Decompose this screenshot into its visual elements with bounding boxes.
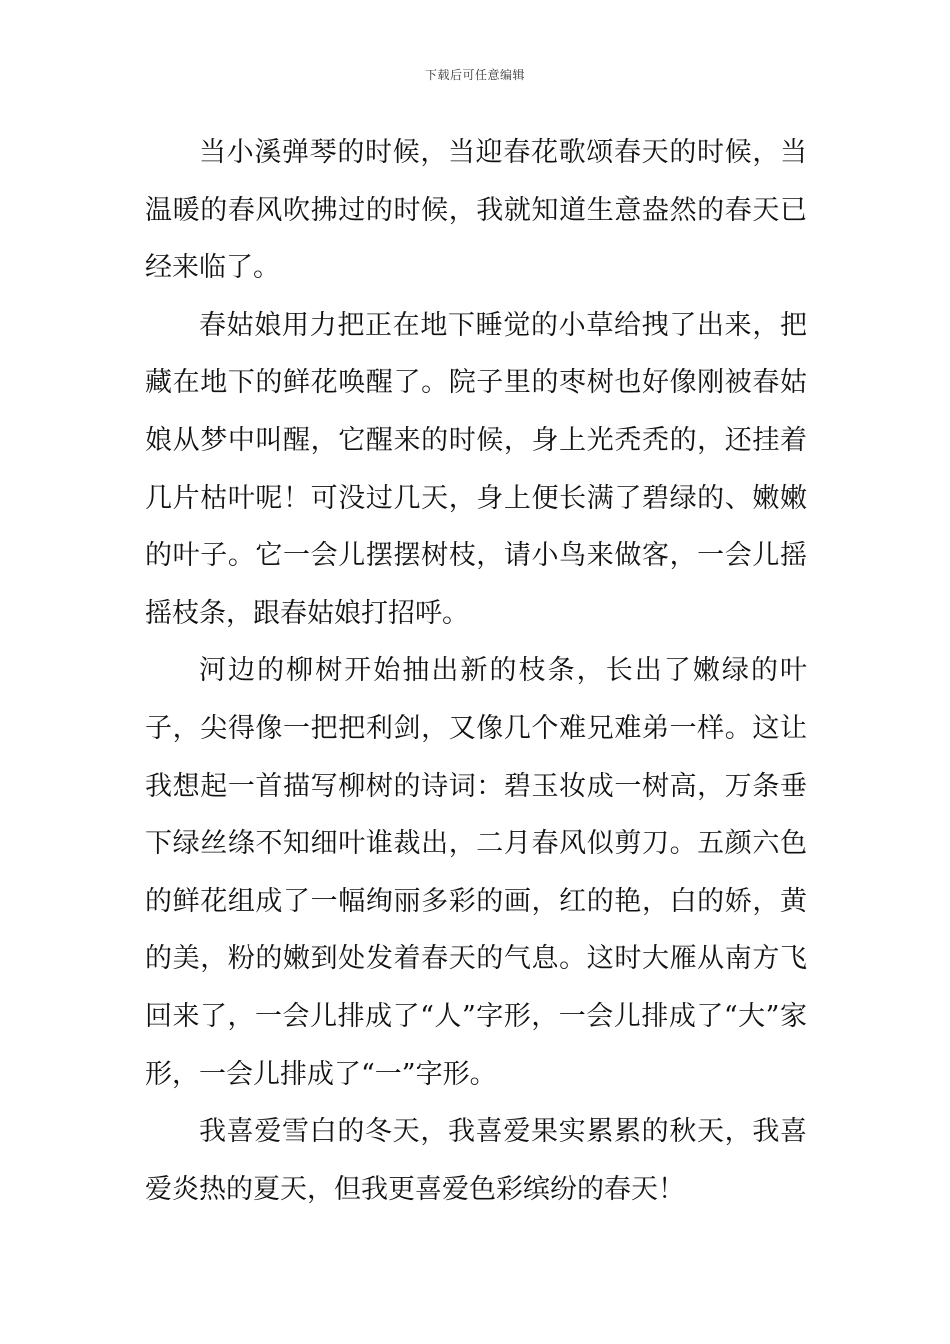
document-body [145, 124, 807, 1218]
paragraph-1: 当小溪弹琴的时候，当迎春花歌颂春天的时候，当温暖的春风吹拂过的时候，我就知道生意盎然的春天已经来临了。 [145, 137, 807, 284]
paragraph-2: 春姑娘用力把正在地下睡觉的小草给拽了出来，把藏在地下的鲜花唤醒了。院子里的枣树也好像刚被春姑娘从梦中叫醒，它醒来的时候，身上光秃秃的，还挂着几片枯叶呢！可没过几天，身上便长满了碧绿的、嫩嫩的叶子。它一会儿摆摆树枝，请小鸟来做客，一会儿摇摇枝条，跟春姑娘打招呼。 [145, 309, 807, 629]
paragraph-4: 我喜爱雪白的冬天，我喜爱果实累累的秋天，我喜爱炎热的夏天，但我更喜爱色彩缤纷的春天！ [145, 1116, 807, 1205]
paragraph-3: 河边的柳树开始抽出新的枝条，长出了嫩绿的叶子，尖得像一把把利剑，又像几个难兄难弟一样。这让我想起一首描写柳树的诗词：碧玉妆成一树高，万条垂下绿丝绦不知细叶谁裁出，二月春风似剪刀。五颜六色的鲜花组成了一幅绚丽多彩的画，红的艳，白的娇，黄的美，粉的嫩到处发着春天的气息。这时大雁从南方飞回来了，一会儿排成了“人”字形，一会儿排成了“大”家形，一会儿排成了“一”字形。 [145, 655, 807, 1090]
page-header: 下载后可任意编辑 [424, 68, 525, 82]
